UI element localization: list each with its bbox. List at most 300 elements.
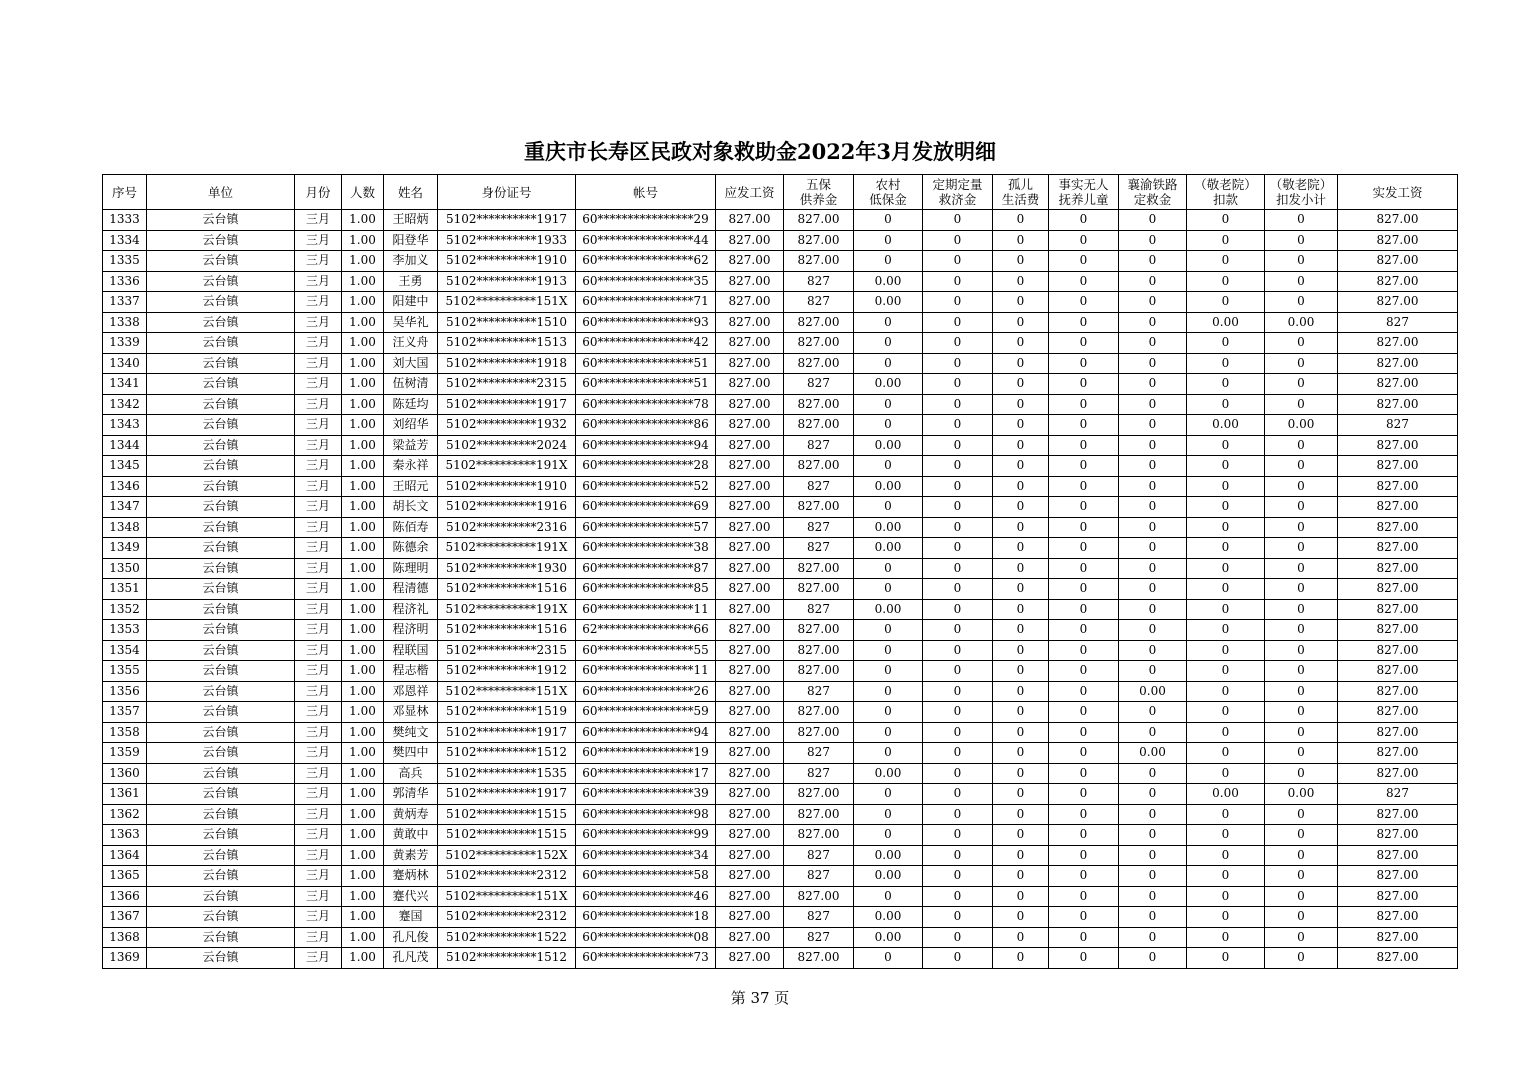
cell-fixed-relief: 0 xyxy=(923,784,993,805)
cell-account: 60****************19 xyxy=(576,743,716,764)
table-row xyxy=(103,415,1458,436)
cell-unsupported-child: 0 xyxy=(1049,907,1119,928)
cell-nursing-home-deduction: 0 xyxy=(1187,435,1265,456)
cell-net-pay: 827 xyxy=(1338,312,1458,333)
cell-wubao-allowance: 827.00 xyxy=(784,230,854,251)
cell-nursing-home-deduction: 0 xyxy=(1187,763,1265,784)
cell-rural-dibao: 0 xyxy=(854,456,923,477)
cell-id-number: 5102**********1933 xyxy=(438,230,576,251)
cell-count: 1.00 xyxy=(342,845,384,866)
header-rural-dibao xyxy=(854,175,923,210)
cell-unsupported-child: 0 xyxy=(1049,681,1119,702)
cell-seq: 1335 xyxy=(103,251,147,272)
cell-unit: 云台镇 xyxy=(147,394,295,415)
cell-nursing-home-deduction: 0 xyxy=(1187,804,1265,825)
cell-account: 60****************99 xyxy=(576,825,716,846)
cell-count: 1.00 xyxy=(342,476,384,497)
cell-rural-dibao: 0 xyxy=(854,886,923,907)
cell-fixed-relief: 0 xyxy=(923,251,993,272)
cell-rural-dibao: 0 xyxy=(854,743,923,764)
cell-rural-dibao: 0.00 xyxy=(854,845,923,866)
cell-rural-dibao: 0 xyxy=(854,579,923,600)
cell-unsupported-child: 0 xyxy=(1049,394,1119,415)
cell-net-pay: 827.00 xyxy=(1338,579,1458,600)
cell-seq: 1351 xyxy=(103,579,147,600)
header-line: 定期定量 xyxy=(932,177,983,192)
header-line: 扣发小计 xyxy=(1275,192,1326,207)
cell-unit: 云台镇 xyxy=(147,558,295,579)
cell-nursing-home-withheld-subtotal: 0 xyxy=(1265,681,1338,702)
cell-unsupported-child: 0 xyxy=(1049,948,1119,969)
cell-rural-dibao: 0.00 xyxy=(854,538,923,559)
cell-orphan-allowance: 0 xyxy=(993,907,1049,928)
cell-xiangyu-railway-relief: 0.00 xyxy=(1119,681,1187,702)
cell-fixed-relief: 0 xyxy=(923,907,993,928)
cell-id-number: 5102**********2315 xyxy=(438,640,576,661)
cell-net-pay: 827.00 xyxy=(1338,743,1458,764)
cell-wubao-allowance: 827.00 xyxy=(784,722,854,743)
cell-nursing-home-withheld-subtotal: 0 xyxy=(1265,661,1338,682)
cell-orphan-allowance: 0 xyxy=(993,722,1049,743)
cell-account: 60****************87 xyxy=(576,558,716,579)
cell-fixed-relief: 0 xyxy=(923,353,993,374)
cell-nursing-home-deduction: 0 xyxy=(1187,210,1265,231)
cell-name: 阳登华 xyxy=(384,230,438,251)
cell-unsupported-child: 0 xyxy=(1049,538,1119,559)
cell-xiangyu-railway-relief: 0 xyxy=(1119,558,1187,579)
cell-name: 黄敢中 xyxy=(384,825,438,846)
cell-fixed-relief: 0 xyxy=(923,927,993,948)
cell-month: 三月 xyxy=(295,456,342,477)
cell-unsupported-child: 0 xyxy=(1049,415,1119,436)
cell-unit: 云台镇 xyxy=(147,784,295,805)
cell-orphan-allowance: 0 xyxy=(993,804,1049,825)
cell-name: 蹇代兴 xyxy=(384,886,438,907)
cell-unit: 云台镇 xyxy=(147,230,295,251)
cell-fixed-relief: 0 xyxy=(923,825,993,846)
cell-wubao-allowance: 827.00 xyxy=(784,825,854,846)
cell-seq: 1340 xyxy=(103,353,147,374)
cell-name: 程志楷 xyxy=(384,661,438,682)
cell-month: 三月 xyxy=(295,948,342,969)
cell-net-pay: 827.00 xyxy=(1338,210,1458,231)
cell-id-number: 5102**********1917 xyxy=(438,394,576,415)
cell-account: 60****************11 xyxy=(576,599,716,620)
cell-wubao-allowance: 827 xyxy=(784,927,854,948)
header-line: 实发工资 xyxy=(1372,184,1423,200)
cell-rural-dibao: 0 xyxy=(854,640,923,661)
cell-seq: 1336 xyxy=(103,271,147,292)
cell-nursing-home-deduction: 0 xyxy=(1187,476,1265,497)
cell-xiangyu-railway-relief: 0 xyxy=(1119,435,1187,456)
cell-id-number: 5102**********191X xyxy=(438,456,576,477)
cell-count: 1.00 xyxy=(342,333,384,354)
cell-nursing-home-deduction: 0 xyxy=(1187,374,1265,395)
cell-nursing-home-deduction: 0 xyxy=(1187,230,1265,251)
cell-account: 60****************55 xyxy=(576,640,716,661)
cell-count: 1.00 xyxy=(342,558,384,579)
cell-wubao-allowance: 827 xyxy=(784,271,854,292)
cell-name: 蹇炳林 xyxy=(384,866,438,887)
cell-rural-dibao: 0 xyxy=(854,722,923,743)
cell-rural-dibao: 0.00 xyxy=(854,866,923,887)
cell-account: 60****************42 xyxy=(576,333,716,354)
cell-unit: 云台镇 xyxy=(147,722,295,743)
cell-net-pay: 827.00 xyxy=(1338,251,1458,272)
cell-net-pay: 827.00 xyxy=(1338,497,1458,518)
cell-unit: 云台镇 xyxy=(147,763,295,784)
cell-gross-pay: 827.00 xyxy=(716,333,784,354)
cell-name: 阳建中 xyxy=(384,292,438,313)
cell-net-pay: 827.00 xyxy=(1338,640,1458,661)
cell-orphan-allowance: 0 xyxy=(993,292,1049,313)
cell-net-pay: 827.00 xyxy=(1338,558,1458,579)
cell-nursing-home-withheld-subtotal: 0 xyxy=(1265,620,1338,641)
cell-net-pay: 827.00 xyxy=(1338,476,1458,497)
header-line: （敬老院） xyxy=(1194,177,1257,192)
cell-account: 60****************28 xyxy=(576,456,716,477)
cell-xiangyu-railway-relief: 0 xyxy=(1119,333,1187,354)
cell-unit: 云台镇 xyxy=(147,374,295,395)
cell-orphan-allowance: 0 xyxy=(993,558,1049,579)
cell-nursing-home-deduction: 0 xyxy=(1187,661,1265,682)
cell-orphan-allowance: 0 xyxy=(993,845,1049,866)
cell-fixed-relief: 0 xyxy=(923,312,993,333)
table-row xyxy=(103,292,1458,313)
cell-unit: 云台镇 xyxy=(147,476,295,497)
cell-orphan-allowance: 0 xyxy=(993,333,1049,354)
cell-xiangyu-railway-relief: 0 xyxy=(1119,661,1187,682)
cell-xiangyu-railway-relief: 0 xyxy=(1119,948,1187,969)
cell-xiangyu-railway-relief: 0 xyxy=(1119,476,1187,497)
cell-nursing-home-withheld-subtotal: 0 xyxy=(1265,476,1338,497)
header-xiangyu-railway-relief xyxy=(1119,175,1187,210)
cell-month: 三月 xyxy=(295,558,342,579)
cell-orphan-allowance: 0 xyxy=(993,394,1049,415)
cell-nursing-home-withheld-subtotal: 0 xyxy=(1265,948,1338,969)
cell-nursing-home-withheld-subtotal: 0 xyxy=(1265,640,1338,661)
cell-rural-dibao: 0 xyxy=(854,353,923,374)
cell-id-number: 5102**********151X xyxy=(438,886,576,907)
header-count xyxy=(342,175,384,210)
cell-gross-pay: 827.00 xyxy=(716,825,784,846)
cell-unit: 云台镇 xyxy=(147,333,295,354)
cell-rural-dibao: 0 xyxy=(854,497,923,518)
cell-month: 三月 xyxy=(295,271,342,292)
cell-month: 三月 xyxy=(295,538,342,559)
cell-count: 1.00 xyxy=(342,456,384,477)
cell-seq: 1367 xyxy=(103,907,147,928)
cell-wubao-allowance: 827.00 xyxy=(784,251,854,272)
cell-seq: 1349 xyxy=(103,538,147,559)
cell-unit: 云台镇 xyxy=(147,948,295,969)
cell-month: 三月 xyxy=(295,435,342,456)
cell-count: 1.00 xyxy=(342,312,384,333)
cell-wubao-allowance: 827.00 xyxy=(784,353,854,374)
cell-seq: 1355 xyxy=(103,661,147,682)
cell-xiangyu-railway-relief: 0 xyxy=(1119,456,1187,477)
cell-xiangyu-railway-relief: 0 xyxy=(1119,599,1187,620)
cell-count: 1.00 xyxy=(342,927,384,948)
cell-wubao-allowance: 827 xyxy=(784,517,854,538)
cell-wubao-allowance: 827.00 xyxy=(784,620,854,641)
cell-rural-dibao: 0 xyxy=(854,620,923,641)
cell-xiangyu-railway-relief: 0 xyxy=(1119,210,1187,231)
table-row xyxy=(103,825,1458,846)
cell-xiangyu-railway-relief: 0 xyxy=(1119,353,1187,374)
cell-xiangyu-railway-relief: 0 xyxy=(1119,866,1187,887)
header-orphan-allowance xyxy=(993,175,1049,210)
cell-nursing-home-withheld-subtotal: 0 xyxy=(1265,886,1338,907)
cell-id-number: 5102**********2024 xyxy=(438,435,576,456)
cell-count: 1.00 xyxy=(342,948,384,969)
cell-nursing-home-withheld-subtotal: 0 xyxy=(1265,394,1338,415)
cell-rural-dibao: 0.00 xyxy=(854,907,923,928)
cell-month: 三月 xyxy=(295,763,342,784)
cell-nursing-home-deduction: 0 xyxy=(1187,702,1265,723)
cell-account: 60****************94 xyxy=(576,722,716,743)
cell-wubao-allowance: 827.00 xyxy=(784,312,854,333)
cell-id-number: 5102**********2316 xyxy=(438,517,576,538)
cell-name: 樊四中 xyxy=(384,743,438,764)
cell-seq: 1337 xyxy=(103,292,147,313)
cell-xiangyu-railway-relief: 0.00 xyxy=(1119,743,1187,764)
cell-nursing-home-deduction: 0 xyxy=(1187,517,1265,538)
cell-nursing-home-deduction: 0.00 xyxy=(1187,415,1265,436)
cell-gross-pay: 827.00 xyxy=(716,722,784,743)
cell-fixed-relief: 0 xyxy=(923,804,993,825)
cell-fixed-relief: 0 xyxy=(923,210,993,231)
cell-gross-pay: 827.00 xyxy=(716,866,784,887)
cell-xiangyu-railway-relief: 0 xyxy=(1119,825,1187,846)
cell-account: 60****************35 xyxy=(576,271,716,292)
cell-xiangyu-railway-relief: 0 xyxy=(1119,763,1187,784)
cell-unit: 云台镇 xyxy=(147,681,295,702)
cell-nursing-home-withheld-subtotal: 0 xyxy=(1265,456,1338,477)
header-account xyxy=(576,175,716,210)
cell-name: 程济明 xyxy=(384,620,438,641)
cell-net-pay: 827.00 xyxy=(1338,456,1458,477)
cell-unit: 云台镇 xyxy=(147,661,295,682)
cell-rural-dibao: 0 xyxy=(854,804,923,825)
table-row xyxy=(103,907,1458,928)
cell-gross-pay: 827.00 xyxy=(716,743,784,764)
cell-id-number: 5102**********1912 xyxy=(438,661,576,682)
cell-unsupported-child: 0 xyxy=(1049,886,1119,907)
cell-id-number: 5102**********191X xyxy=(438,538,576,559)
cell-id-number: 5102**********1917 xyxy=(438,722,576,743)
cell-rural-dibao: 0 xyxy=(854,415,923,436)
header-line: 月份 xyxy=(305,184,331,200)
cell-orphan-allowance: 0 xyxy=(993,538,1049,559)
table-row xyxy=(103,497,1458,518)
cell-nursing-home-deduction: 0 xyxy=(1187,640,1265,661)
page-number: 第 37 页 xyxy=(730,989,790,1007)
cell-unit: 云台镇 xyxy=(147,415,295,436)
cell-unsupported-child: 0 xyxy=(1049,251,1119,272)
cell-seq: 1357 xyxy=(103,702,147,723)
cell-wubao-allowance: 827 xyxy=(784,538,854,559)
table-row xyxy=(103,353,1458,374)
cell-fixed-relief: 0 xyxy=(923,333,993,354)
cell-rural-dibao: 0 xyxy=(854,210,923,231)
cell-unit: 云台镇 xyxy=(147,886,295,907)
header-id-number xyxy=(438,175,576,210)
cell-orphan-allowance: 0 xyxy=(993,353,1049,374)
cell-gross-pay: 827.00 xyxy=(716,702,784,723)
cell-id-number: 5102**********151X xyxy=(438,292,576,313)
cell-account: 60****************18 xyxy=(576,907,716,928)
cell-account: 60****************93 xyxy=(576,312,716,333)
cell-seq: 1338 xyxy=(103,312,147,333)
cell-xiangyu-railway-relief: 0 xyxy=(1119,886,1187,907)
cell-unit: 云台镇 xyxy=(147,292,295,313)
cell-nursing-home-withheld-subtotal: 0 xyxy=(1265,927,1338,948)
cell-id-number: 5102**********1516 xyxy=(438,579,576,600)
cell-nursing-home-deduction: 0 xyxy=(1187,251,1265,272)
cell-account: 60****************86 xyxy=(576,415,716,436)
cell-nursing-home-withheld-subtotal: 0.00 xyxy=(1265,312,1338,333)
cell-wubao-allowance: 827.00 xyxy=(784,804,854,825)
cell-nursing-home-withheld-subtotal: 0.00 xyxy=(1265,415,1338,436)
cell-net-pay: 827.00 xyxy=(1338,722,1458,743)
header-line: 救济金 xyxy=(938,192,977,207)
cell-unit: 云台镇 xyxy=(147,640,295,661)
cell-name: 陈理明 xyxy=(384,558,438,579)
cell-nursing-home-withheld-subtotal: 0.00 xyxy=(1265,784,1338,805)
cell-wubao-allowance: 827.00 xyxy=(784,886,854,907)
cell-name: 蹇国 xyxy=(384,907,438,928)
cell-fixed-relief: 0 xyxy=(923,538,993,559)
cell-seq: 1356 xyxy=(103,681,147,702)
cell-unit: 云台镇 xyxy=(147,435,295,456)
cell-name: 黄素芳 xyxy=(384,845,438,866)
cell-nursing-home-deduction: 0 xyxy=(1187,579,1265,600)
cell-unit: 云台镇 xyxy=(147,702,295,723)
cell-nursing-home-withheld-subtotal: 0 xyxy=(1265,292,1338,313)
cell-rural-dibao: 0.00 xyxy=(854,927,923,948)
table-row xyxy=(103,374,1458,395)
table-row xyxy=(103,476,1458,497)
cell-wubao-allowance: 827 xyxy=(784,907,854,928)
cell-nursing-home-withheld-subtotal: 0 xyxy=(1265,353,1338,374)
cell-name: 胡长文 xyxy=(384,497,438,518)
cell-unit: 云台镇 xyxy=(147,353,295,374)
cell-xiangyu-railway-relief: 0 xyxy=(1119,579,1187,600)
cell-net-pay: 827.00 xyxy=(1338,927,1458,948)
cell-seq: 1350 xyxy=(103,558,147,579)
cell-month: 三月 xyxy=(295,620,342,641)
cell-rural-dibao: 0 xyxy=(854,948,923,969)
table-row xyxy=(103,312,1458,333)
cell-account: 60****************59 xyxy=(576,702,716,723)
cell-nursing-home-deduction: 0.00 xyxy=(1187,312,1265,333)
cell-wubao-allowance: 827.00 xyxy=(784,456,854,477)
table-row xyxy=(103,804,1458,825)
cell-month: 三月 xyxy=(295,353,342,374)
header-net-pay xyxy=(1338,175,1458,210)
cell-wubao-allowance: 827.00 xyxy=(784,415,854,436)
header-line: 帐号 xyxy=(632,184,658,200)
cell-count: 1.00 xyxy=(342,743,384,764)
cell-name: 程联国 xyxy=(384,640,438,661)
cell-month: 三月 xyxy=(295,722,342,743)
cell-net-pay: 827.00 xyxy=(1338,517,1458,538)
table-row xyxy=(103,579,1458,600)
cell-seq: 1352 xyxy=(103,599,147,620)
cell-month: 三月 xyxy=(295,374,342,395)
header-line: 抚养儿童 xyxy=(1058,192,1109,207)
cell-name: 梁益芳 xyxy=(384,435,438,456)
cell-fixed-relief: 0 xyxy=(923,886,993,907)
cell-id-number: 5102**********1513 xyxy=(438,333,576,354)
cell-seq: 1365 xyxy=(103,866,147,887)
cell-wubao-allowance: 827 xyxy=(784,866,854,887)
cell-nursing-home-deduction: 0 xyxy=(1187,927,1265,948)
cell-orphan-allowance: 0 xyxy=(993,681,1049,702)
cell-gross-pay: 827.00 xyxy=(716,374,784,395)
cell-unsupported-child: 0 xyxy=(1049,702,1119,723)
cell-account: 60****************71 xyxy=(576,292,716,313)
cell-net-pay: 827.00 xyxy=(1338,866,1458,887)
table-row xyxy=(103,394,1458,415)
cell-name: 樊纯文 xyxy=(384,722,438,743)
cell-net-pay: 827.00 xyxy=(1338,292,1458,313)
cell-fixed-relief: 0 xyxy=(923,599,993,620)
table-row xyxy=(103,333,1458,354)
cell-rural-dibao: 0 xyxy=(854,702,923,723)
cell-rural-dibao: 0 xyxy=(854,230,923,251)
cell-name: 程清德 xyxy=(384,579,438,600)
cell-unit: 云台镇 xyxy=(147,210,295,231)
cell-wubao-allowance: 827.00 xyxy=(784,948,854,969)
table-row xyxy=(103,640,1458,661)
cell-nursing-home-deduction: 0 xyxy=(1187,681,1265,702)
cell-fixed-relief: 0 xyxy=(923,620,993,641)
cell-unsupported-child: 0 xyxy=(1049,599,1119,620)
cell-gross-pay: 827.00 xyxy=(716,353,784,374)
cell-id-number: 5102**********1910 xyxy=(438,251,576,272)
cell-month: 三月 xyxy=(295,497,342,518)
cell-month: 三月 xyxy=(295,394,342,415)
cell-account: 60****************94 xyxy=(576,435,716,456)
cell-account: 60****************51 xyxy=(576,374,716,395)
cell-wubao-allowance: 827 xyxy=(784,599,854,620)
cell-fixed-relief: 0 xyxy=(923,866,993,887)
cell-orphan-allowance: 0 xyxy=(993,702,1049,723)
cell-month: 三月 xyxy=(295,333,342,354)
cell-gross-pay: 827.00 xyxy=(716,927,784,948)
cell-unsupported-child: 0 xyxy=(1049,558,1119,579)
cell-net-pay: 827 xyxy=(1338,784,1458,805)
header-line: 事实无人 xyxy=(1058,177,1109,192)
cell-fixed-relief: 0 xyxy=(923,230,993,251)
cell-seq: 1358 xyxy=(103,722,147,743)
header-line: 低保金 xyxy=(869,192,907,207)
cell-count: 1.00 xyxy=(342,804,384,825)
cell-xiangyu-railway-relief: 0 xyxy=(1119,620,1187,641)
cell-orphan-allowance: 0 xyxy=(993,230,1049,251)
cell-gross-pay: 827.00 xyxy=(716,415,784,436)
table-row xyxy=(103,722,1458,743)
table-row xyxy=(103,845,1458,866)
cell-name: 刘大国 xyxy=(384,353,438,374)
cell-gross-pay: 827.00 xyxy=(716,661,784,682)
cell-nursing-home-withheld-subtotal: 0 xyxy=(1265,538,1338,559)
cell-xiangyu-railway-relief: 0 xyxy=(1119,517,1187,538)
header-nursing-home-deduction xyxy=(1187,175,1265,210)
cell-wubao-allowance: 827.00 xyxy=(784,333,854,354)
